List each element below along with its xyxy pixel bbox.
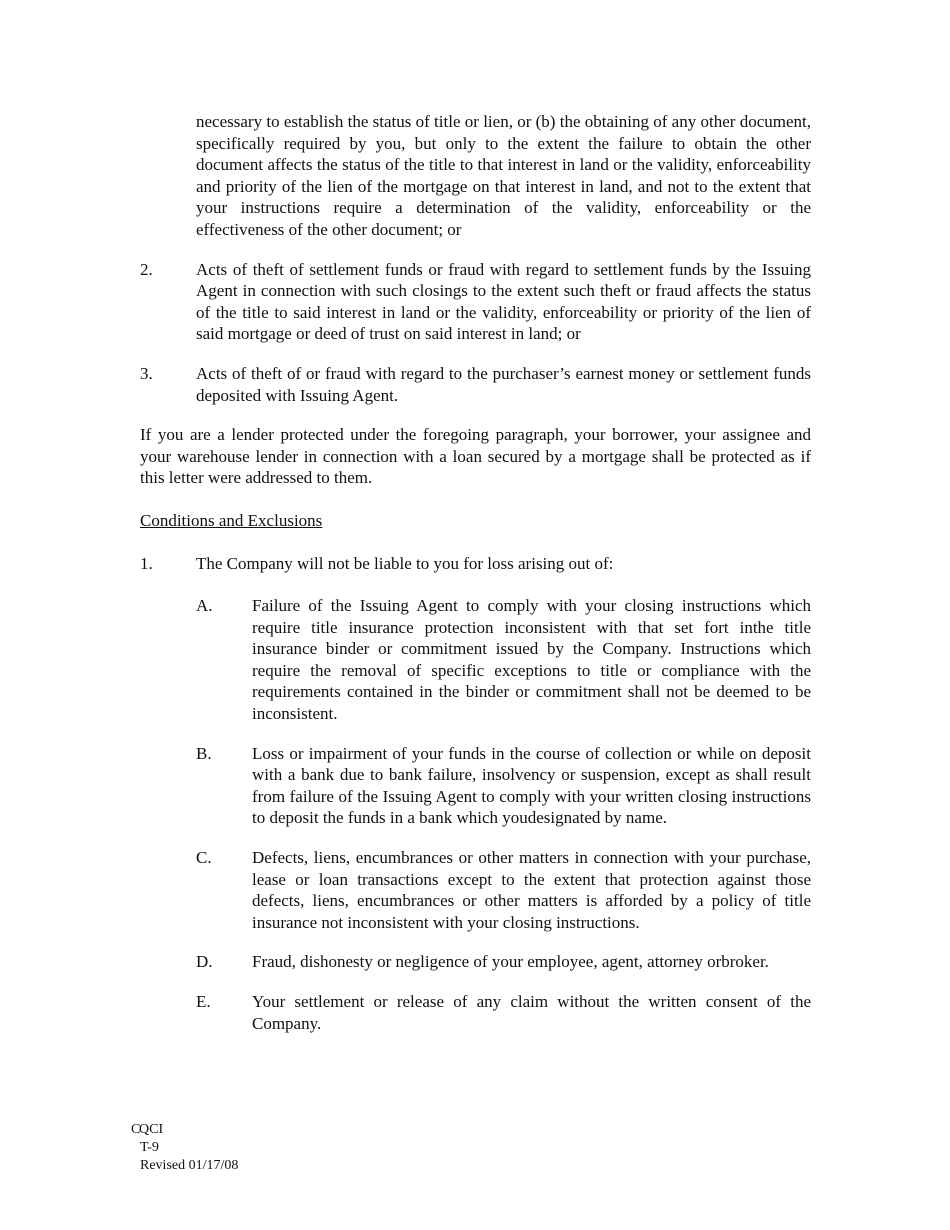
subitem-text: Loss or impairment of your funds in the course of collection or while on deposit with a bank due to bank failure, insolvency or suspension, except as shall result from failure of the Issuing Agent to comply with your written closing instructions to deposit the funds in a bank which youdesignated by name. — [252, 743, 811, 828]
lender-paragraph: If you are a lender protected under the foregoing paragraph, your borrower, your assignee and your warehouse lender in connection with a loan secured by a mortgage shall be protected as if this letter were addressed to them. — [140, 425, 811, 488]
subitem-a — [196, 595, 811, 725]
footer-code — [131, 1121, 238, 1139]
item-text: Acts of theft of or fraud with regard to the purchaser’s earnest money or settlement funds deposited with Issuing Agent. — [196, 363, 811, 405]
subitem-e — [196, 991, 811, 1034]
condition-item-1 — [140, 553, 811, 575]
subitem-text: Your settlement or release of any claim without the written consent of the Company. — [252, 992, 811, 1033]
footer-form-number: T-9 — [140, 1140, 159, 1155]
section-heading: Conditions and Exclusions — [140, 510, 323, 530]
subitem-letter: D. — [196, 952, 213, 972]
document-body — [140, 111, 811, 1034]
footer-code-overlap-b: QCI — [139, 1122, 164, 1137]
subitem-d — [196, 951, 811, 973]
subitem-text: Defects, liens, encumbrances or other matters in connection with your purchase, lease or loan transactions except to the extent that protection against those defects, liens, encumbrances or other matters is afforded by a policy of title insurance not inconsistent with your closing instructions. — [252, 848, 811, 932]
subitem-text: Fraud, dishonesty or negligence of your employee, agent, attorney orbroker. — [252, 952, 769, 972]
list-item-3 — [140, 363, 811, 406]
subitem-letter: C. — [196, 848, 212, 868]
footer-revised-date: Revised 01/17/08 — [140, 1158, 239, 1173]
item-text: Acts of theft of settlement funds or fraud with regard to settlement funds by the Issuing Agent in connection with such closings to the extent such theft or fraud affects the status of the title to said interest in land or the validity, enforceability or priority of the lien of said mortgage or deed of trust on said interest in land; or — [196, 259, 811, 344]
subitem-letter: E. — [196, 992, 211, 1011]
list-item-2 — [140, 259, 811, 345]
subitem-letter: A. — [196, 596, 213, 616]
item-number: 1. — [140, 553, 153, 573]
item-number: 3. — [140, 363, 153, 383]
subitem-c — [196, 847, 811, 933]
footer-code-overlap-a: C — [131, 1122, 141, 1137]
page-footer — [131, 1121, 238, 1175]
item-text: The Company will not be liable to you for loss arising out of: — [196, 553, 614, 573]
item-number: 2. — [140, 259, 153, 279]
subitem-letter: B. — [196, 743, 212, 763]
continuation-paragraph: necessary to establish the status of title or lien, or (b) the obtaining of any other document, specifically required by you, but only to the extent the failure to obtain the other document affects the status of the title to that interest in land or the validity, enforceability and priority of the lien of the mortgage on that interest in land, and not to the extent that your instructions require a determination of the validity, enforceability or the effectiveness of the other document; or — [196, 112, 811, 239]
subitem-b — [196, 743, 811, 829]
subitem-text: Failure of the Issuing Agent to comply with your closing instructions which require title insurance protection inconsistent with that set fort inthe title insurance binder or commitment issued by the Company. Instructions which require the removal of specific exceptions to title or compliance with the requirements contained in the binder or commitment shall not be deemed to be inconsistent. — [252, 596, 811, 724]
